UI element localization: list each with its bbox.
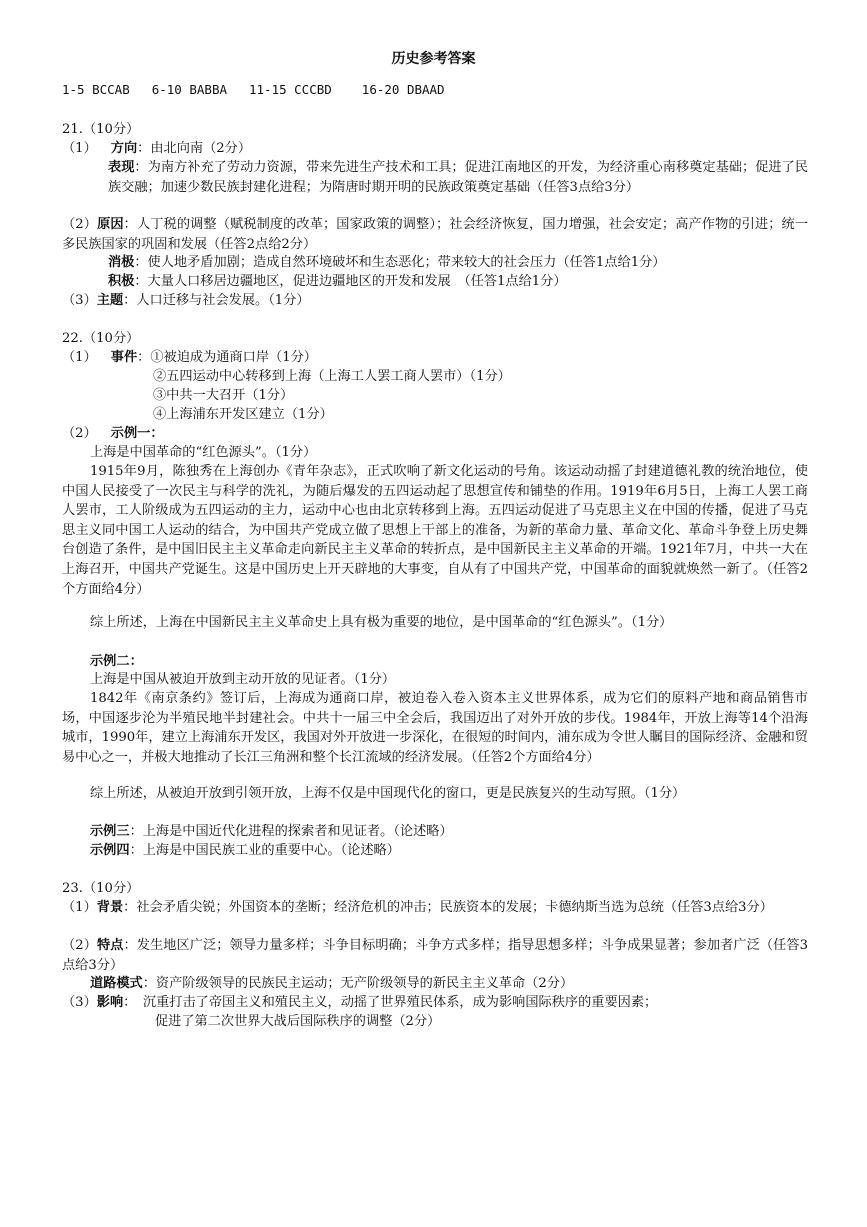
q23-part3-impact-cont: 促进了第二次世界大战后国际秩序的调整（2分） bbox=[155, 1014, 441, 1029]
q21-heading: 21.（10分） bbox=[62, 122, 140, 137]
label: 背景 bbox=[96, 900, 124, 915]
q21-part1-manifestation bbox=[108, 158, 808, 197]
label: 原因 bbox=[97, 217, 124, 232]
label: 道路模式 bbox=[90, 976, 143, 991]
event-item: ③中共一大召开（1分） bbox=[153, 388, 294, 403]
mcq-group-2: 6-10 BABBA bbox=[151, 82, 227, 97]
part-number: （2） bbox=[62, 938, 97, 953]
example2-label bbox=[90, 652, 143, 671]
answer-text: ：大量人口移居边疆地区，促进边疆地区的开发和发展 （任答1点给1分） bbox=[134, 274, 567, 289]
answer-text: ：由北向南（2分） bbox=[137, 141, 252, 156]
q21-part2-reasons bbox=[62, 215, 808, 254]
answer-text: ：人口迁移与社会发展。（1分） bbox=[123, 293, 310, 308]
q21-negative bbox=[108, 253, 665, 272]
event-item: ：①被迫成为通商口岸（1分） bbox=[137, 350, 317, 365]
label: 方向 bbox=[110, 141, 138, 156]
label-colon: ： bbox=[129, 654, 143, 669]
q23-heading: 23.（10分） bbox=[62, 881, 140, 896]
part-number: （1） bbox=[62, 900, 97, 915]
example2-thesis: 上海是中国从被迫开放到主动开放的见证者。（1分） bbox=[90, 672, 396, 687]
label: 影响 bbox=[96, 995, 124, 1010]
label: 事件 bbox=[110, 350, 138, 365]
part-number: （1） bbox=[62, 350, 97, 365]
q23-road-model bbox=[90, 974, 573, 993]
answer-text: ：上海是中国近代化进程的探索者和见证者。（论述略） bbox=[129, 824, 453, 839]
answer-text: ： 沉重打击了帝国主义和殖民主义，动摇了世界殖民体系，成为影响国际秩序的重要因素； bbox=[123, 995, 658, 1010]
example1-body: 1915年9月，陈独秀在上海创办《青年杂志》，正式吹响了新文化运动的号角。该运动动摇了封建道德礼教的统治地位，使中国人民接受了一次民主与科学的洗礼，为随后爆发的五四运动起了思想宣传和铺垫的作用。1919年6月5日，上海工人罢工商人罢市，工人阶级成为五四运动的主力，运动中心也由北京转移到上海。五四运动促进了马克思主义在中国的传播，促进了马克思主义同中国工人运动的结合，为中国共产党成立做了思想上干部上的准备，为新的革命力量、革命文化、革命斗争登上历史舞台创造了条件，是中国旧民主主义革命走向新民主主义革命的转折点，是中国新民主主义革命的开端。1921年7月，中共一大在上海召开，中国共产党诞生。这是中国历史上开天辟地的大事变，自从有了中国共产党，中国革命的面貌就焕然一新了。（任答2个方面给4分） bbox=[62, 464, 808, 597]
answer-text: ：资产阶级领导的民族民主运动；无产阶级领导的新民主主义革命（2分） bbox=[142, 976, 574, 991]
event-item: ②五四运动中心转移到上海（上海工人罢工商人罢市）（1分） bbox=[153, 369, 511, 384]
label: 表现 bbox=[108, 160, 135, 175]
part-number: （2） bbox=[62, 217, 98, 232]
label-colon: ： bbox=[150, 426, 164, 441]
label: 示例三 bbox=[90, 824, 130, 839]
q22-part2-example1-label bbox=[62, 424, 164, 443]
label: 主题 bbox=[96, 293, 124, 308]
q21-part1-direction bbox=[62, 139, 251, 158]
part-number: （3） bbox=[62, 293, 97, 308]
mcq-group-3: 11-15 CCCBD bbox=[249, 82, 332, 97]
part-number: （3） bbox=[62, 995, 97, 1010]
q23-part2-features bbox=[62, 936, 808, 975]
example4 bbox=[90, 841, 400, 860]
mcq-group-4: 16-20 DBAAD bbox=[361, 82, 445, 97]
q21-positive bbox=[108, 272, 567, 291]
answer-text: ：人丁税的调整（赋税制度的改革；国家政策的调整）；社会经济恢复，国力增强，社会安定；高产作物的引进；统一多民族国家的巩固和发展（任答2点给2分） bbox=[62, 217, 809, 252]
example2-conclusion: 综上所述，从被迫开放到引领开放，上海不仅是中国现代化的窗口，更是民族复兴的生动写照。（1分） bbox=[90, 786, 686, 801]
q21-part3-theme bbox=[62, 291, 310, 310]
label: 消极 bbox=[108, 255, 135, 270]
answer-text: ：社会矛盾尖锐；外国资本的垄断；经济危机的冲击；民族资本的发展；卡德纳斯当选为总统（任答3点给3分） bbox=[123, 900, 773, 915]
example3 bbox=[90, 822, 453, 841]
event-item: ④上海浦东开发区建立（1分） bbox=[153, 407, 333, 422]
page-title: 历史参考答案 bbox=[391, 51, 476, 67]
label: 特点 bbox=[96, 938, 124, 953]
label: 积极 bbox=[108, 274, 135, 289]
answer-text: ：使人地矛盾加剧；造成自然环境破坏和生态恶化；带来较大的社会压力（任答1点给1分） bbox=[134, 255, 666, 270]
example1-conclusion: 综上所述，上海在中国新民主主义革命史上具有极为重要的地位，是中国革命的“红色源头”。（1分） bbox=[90, 615, 673, 630]
example1-thesis: 上海是中国革命的“红色源头”。（1分） bbox=[90, 445, 317, 460]
mcq-answers bbox=[62, 80, 445, 99]
label: 示例一 bbox=[110, 426, 151, 441]
q22-heading: 22.（10分） bbox=[62, 331, 140, 346]
answer-text: ：上海是中国民族工业的重要中心。（论述略） bbox=[129, 843, 400, 858]
label: 示例二 bbox=[90, 654, 130, 669]
q22-part1-events bbox=[62, 348, 317, 367]
q23-part1-background bbox=[62, 898, 808, 918]
q23-part3-impact bbox=[62, 993, 657, 1012]
part-number: （1） bbox=[62, 141, 97, 156]
label: 示例四 bbox=[90, 843, 130, 858]
answer-text: ：为南方补充了劳动力资源，带来先进生产技术和工具；促进江南地区的开发，为经济重心南移奠定基础；促进了民族交融；加速少数民族封建化进程；为隋唐时期开明的民族政策奠定基础（任答3点给3分） bbox=[108, 160, 809, 195]
answer-text: ：发生地区广泛；领导力量多样；斗争目标明确；斗争方式多样；指导思想多样；斗争成果显著；参加者广泛（任答3点给3分） bbox=[62, 938, 809, 973]
mcq-group-1: 1-5 BCCAB bbox=[62, 82, 130, 97]
part-number: （2） bbox=[62, 426, 97, 441]
example2-body: 1842年《南京条约》签订后，上海成为通商口岸，被迫卷入卷入资本主义世界体系，成为它们的原料产地和商品销售市场，中国逐步沦为半殖民地半封建社会。中共十一届三中全会后，我国迈出了对外开放的步伐。1984年，开放上海等14个沿海城市，1990年，建立上海浦东开发区，我国对外开放进一步深化，在很短的时间内，浦东成为令世人瞩目的国际经济、金融和贸易中心之一，并极大地推动了长江三角洲和整个长江流域的经济发展。（任答2个方面给4分） bbox=[62, 691, 808, 765]
